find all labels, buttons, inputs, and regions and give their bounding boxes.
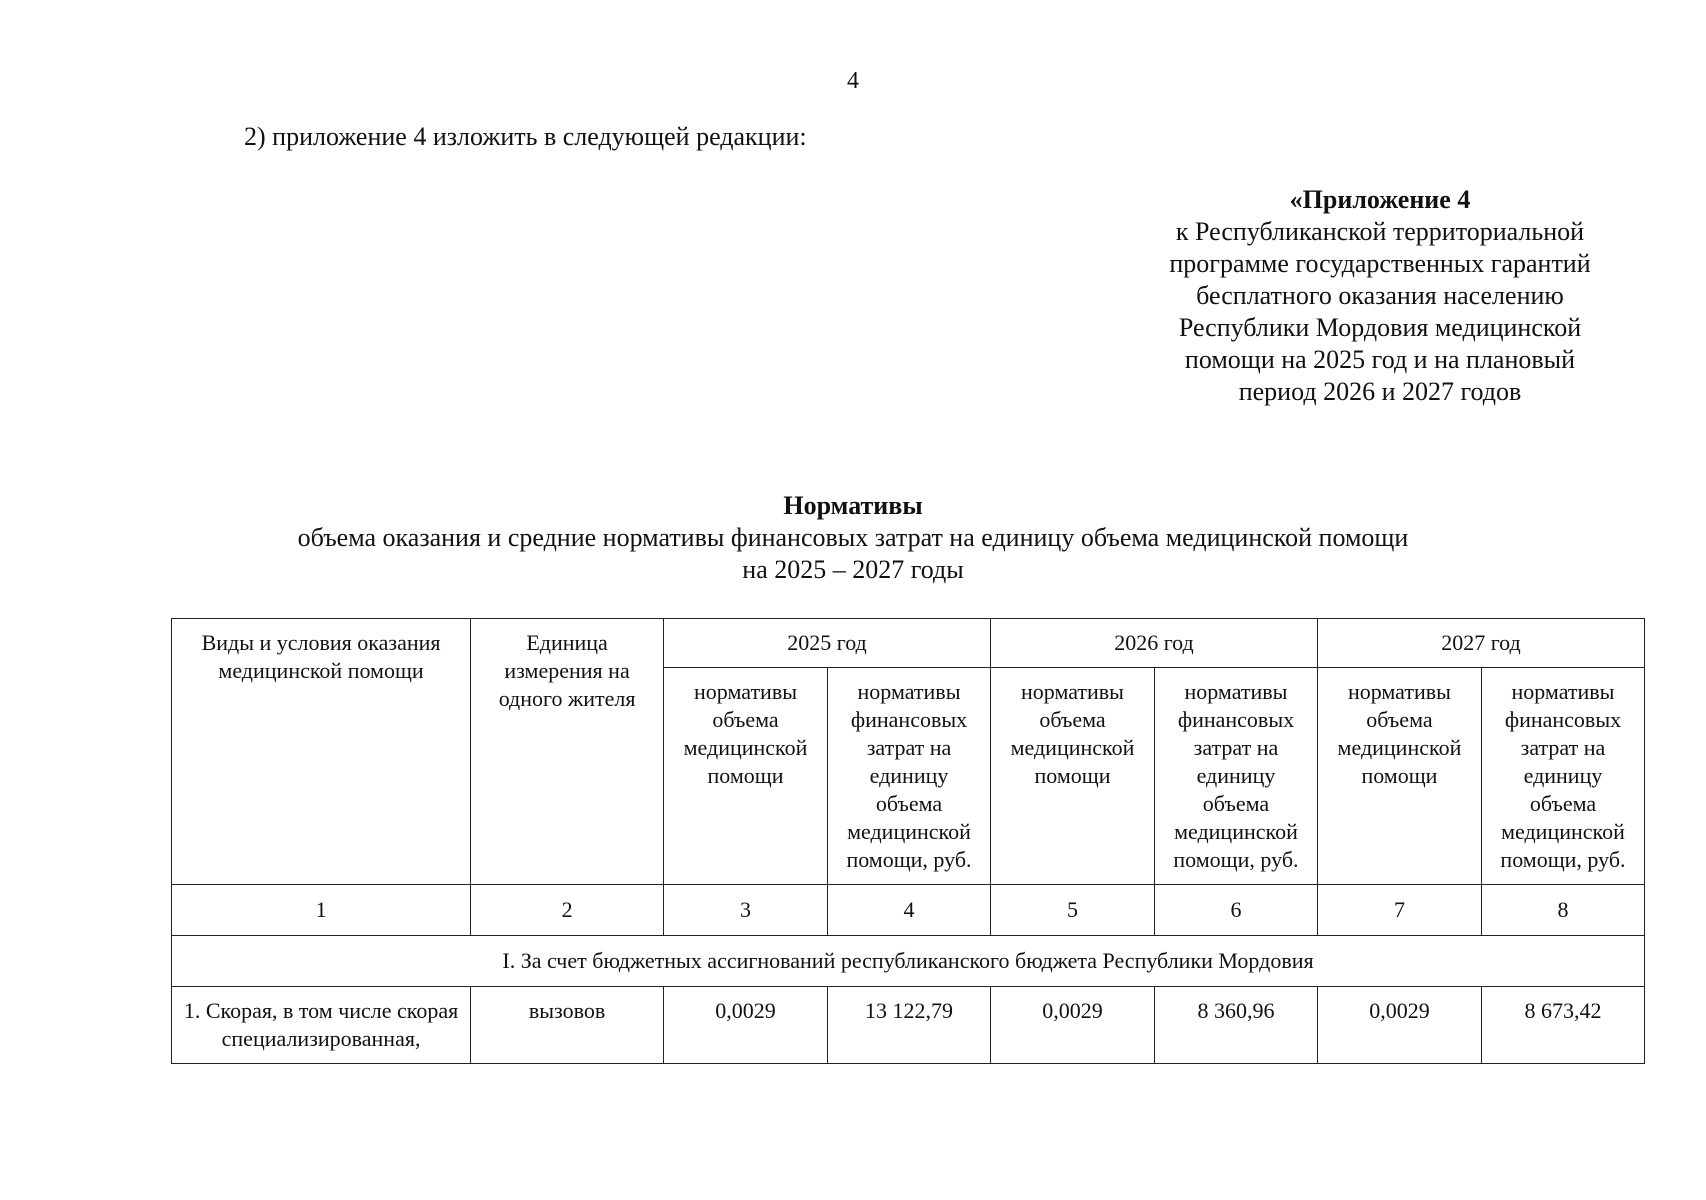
heading-period: на 2025 – 2027 годы [742,555,964,584]
header-year-2027: 2027 год [1317,619,1644,668]
subheader-cost: нормативы финансовых затрат на единицу объема медицинской помощи, руб. [828,668,991,885]
column-number: 3 [664,885,828,936]
row-value: 8 360,96 [1154,987,1317,1064]
row-value: 13 122,79 [828,987,991,1064]
header-year-2026: 2026 год [990,619,1317,668]
subheader-cost: нормативы финансовых затрат на единицу объема медицинской помощи, руб. [1154,668,1317,885]
section-title: I. За счет бюджетных ассигнований республиканского бюджета Республики Мордовия [172,936,1645,987]
header-year-2025: 2025 год [664,619,991,668]
row-unit: вызовов [471,987,664,1064]
appendix-block [1120,184,1640,408]
column-number: 2 [471,885,664,936]
heading-subtitle: объема оказания и средние нормативы финансовых затрат на единицу объема медицинской помощи [297,523,1409,552]
appendix-line: программе государственных гарантий [1169,249,1591,278]
column-number: 7 [1317,885,1481,936]
section-row [172,936,1645,987]
appendix-title: «Приложение 4 [1289,185,1471,214]
row-type: 1. Скорая, в том числе скорая специализированная, [172,987,471,1064]
document-heading [0,490,1706,586]
appendix-line: к Республиканской территориальной [1175,217,1585,246]
column-number: 4 [828,885,991,936]
norms-table [171,618,1645,1064]
row-value: 0,0029 [664,987,828,1064]
appendix-line: период 2026 и 2027 годов [1238,377,1522,406]
table-row [172,987,1645,1064]
header-type: Виды и условия оказания медицинской помощи [172,619,471,885]
header-unit: Единица измерения на одного жителя [471,619,664,885]
column-number: 6 [1154,885,1317,936]
subheader-cost: нормативы финансовых затрат на единицу объема медицинской помощи, руб. [1481,668,1644,885]
column-numbers-row [172,885,1645,936]
page-number: 4 [847,68,859,94]
column-number: 5 [990,885,1154,936]
subheader-volume: нормативы объема медицинской помощи [990,668,1154,885]
subheader-volume: нормативы объема медицинской помощи [664,668,828,885]
column-number: 8 [1481,885,1644,936]
row-value: 0,0029 [1317,987,1481,1064]
appendix-line: бесплатного оказания населению [1196,281,1564,310]
row-value: 8 673,42 [1481,987,1644,1064]
appendix-line: Республики Мордовия медицинской [1178,313,1582,342]
column-number: 1 [172,885,471,936]
intro-text: 2) приложение 4 изложить в следующей редакции: [244,122,807,151]
table-header-row [172,619,1645,668]
row-value: 0,0029 [990,987,1154,1064]
appendix-line: помощи на 2025 год и на плановый [1184,345,1576,374]
subheader-volume: нормативы объема медицинской помощи [1317,668,1481,885]
heading-title: Нормативы [783,491,923,520]
